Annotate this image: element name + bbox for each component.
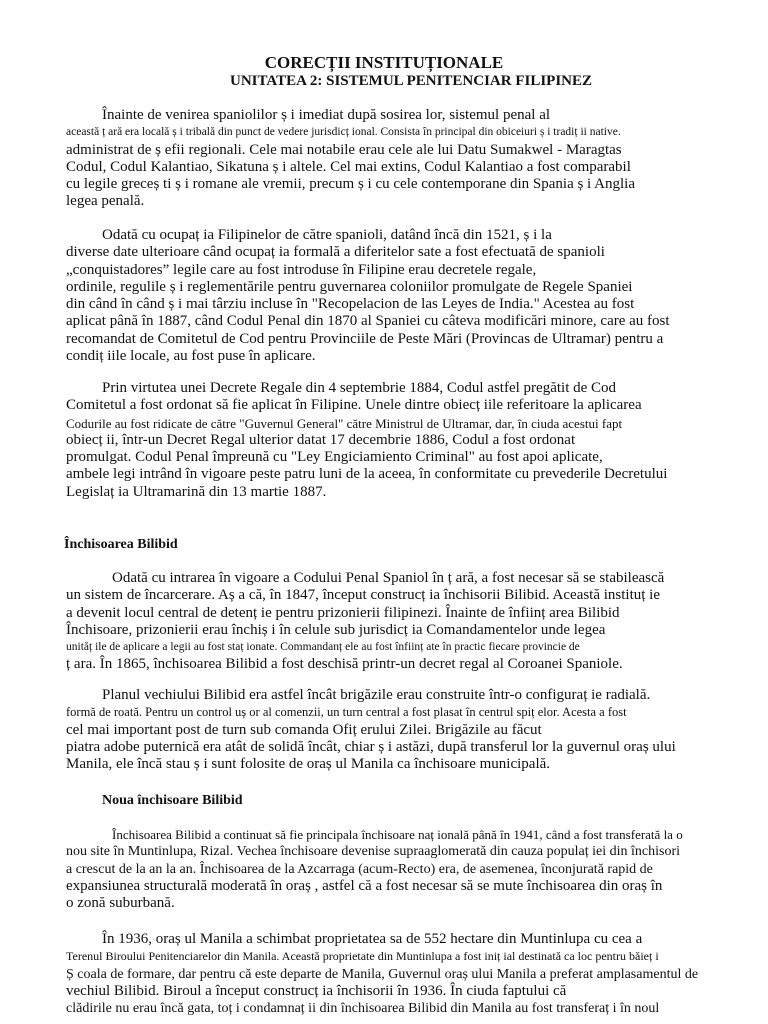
paragraph-line: clădirile nu erau încă gata, toț i condamnaț ii din închisoarea Bilibid din Manila au fost transferaț i în noul [66, 1001, 660, 1017]
paragraph-line: ț ara. În 1865, închisoarea Bilibid a fost deschisă printr-un decret regal al Coroanei Spaniole. [66, 656, 623, 673]
paragraph-line: o zonă suburbană. [66, 895, 175, 912]
paragraph-line: unităț ile de aplicare a legii au fost staț ionate. Commandanț ele au fost înființ ate în practic fiecare provincie de [66, 641, 580, 654]
section-heading: Închisoarea Bilibid [64, 537, 178, 552]
paragraph-line: Manila, ele încă stau ș i sunt folosite de oraș ul Manila ca închisoare municipală. [66, 756, 551, 773]
paragraph-line: „conquistadores” legile care au fost introduse în Filipine erau decretele regale, [66, 261, 537, 278]
paragraph-line: În 1936, oraș ul Manila a schimbat proprietatea sa de 552 hectare din Muntinlupa cu cea a [102, 931, 643, 947]
paragraph-line: piatra adobe puternică era atât de solidă încât, chiar ș i astăzi, după transferul lor la guvernul oraș ului [66, 738, 676, 755]
paragraph-2 [66, 227, 716, 365]
paragraph-line: cel mai important post de turn sub comanda Ofiț erului Zilei. Brigăzile au făcut [66, 721, 542, 738]
paragraph-line: recomandat de Comitetul de Cod pentru Provinciile de Peste Mări (Provincas de Ultramar) pentru a [66, 330, 664, 347]
paragraph-line: legea penală. [66, 193, 145, 210]
paragraph-line: a devenit locul central de detenț ie pentru prizonierii filipinezi. Înainte de înființ area Bilibid [66, 604, 620, 621]
paragraph-line: Legislaț ia Ultramarină din 13 martie 1887. [66, 483, 327, 500]
paragraph-line: Ș coala de formare, dar pentru că este departe de Manila, Guvernul oraș ului Manila a preferat amplasamentul de [66, 966, 699, 982]
paragraph-line: Înainte de venirea spaniolilor ș i imediat după sosirea lor, sistemul penal al [102, 107, 551, 123]
paragraph-line: cu legile greceș ti ș i romane ale vremii, precum ș i cu cele contemporane din Spania ș i Anglia [66, 176, 635, 193]
paragraph-line: nou site în Muntinlupa, Rizal. Vechea închisoare devenise supraaglomerată din cauza populaț iei din închisori [66, 844, 681, 860]
paragraph-line: administrat de ș efii regionali. Cele mai notabile erau cele ale lui Datu Sumakwel - Maragtas [66, 141, 622, 158]
paragraph-line: Prin virtutea unei Decrete Regale din 4 septembrie 1884, Codul astfel pregătit de Cod [102, 380, 617, 396]
paragraph-line: Terenul Biroului Penitenciarelor din Manila. Această proprietate din Muntinlupa a fost iniț ial destinată ca loc pentru băieț i [66, 949, 659, 964]
document-title: CORECȚII INSTITUȚIONALE [264, 53, 504, 72]
paragraph-line: Codul, Codul Kalantiao, Sikatuna ș i altele. Cel mai extins, Codul Kalantiao a fost comparabil [66, 158, 631, 175]
paragraph-line: Planul vechiului Bilibid era astfel încât brigăzile erau construite într-o configuraț ie radială. [102, 687, 651, 703]
subsection-paragraph-2 [66, 931, 716, 1017]
paragraph-line: Odată cu intrarea în vigoare a Codului Penal Spaniol în ț ară, a fost necesar să se stabilească [112, 570, 665, 586]
paragraph-line: ordinile, regulile ș i reglementările pentru guvernarea coloniilor promulgate de Regele Spaniei [66, 278, 633, 295]
subsection-paragraph-1 [66, 826, 716, 912]
paragraph-line: Codurile au fost ridicate de către "Guvernul General" către Ministrul de Ultramar, dar, în ciuda acestui fapt [66, 415, 623, 431]
paragraph-line: ambele legi intrând în vigoare peste patru luni de la aceea, în conformitate cu prevederile Decretului [66, 466, 668, 483]
paragraph-line: formă de roată. Pentru un control uș or al comenzii, un turn central a fost plasat în centrul spiț elor. Acesta a fost [66, 705, 627, 720]
paragraph-line: această ț ară era locală ș i tribală din punct de vedere jurisdicț ional. Consista în principal din obiceiuri ș i tradiț ii native. [66, 126, 621, 139]
document-subtitle: UNITATEA 2: SISTEMUL PENITENCIAR FILIPINEZ [230, 73, 593, 89]
section-paragraph-1 [66, 570, 716, 674]
paragraph-line: Închisoare, prizonierii erau închiș i în celule sub jurisdicț ia Comandamentelor unde legea [66, 621, 606, 638]
paragraph-line: un sistem de încarcerare. Aș a că, în 1847, început construcț ia închisorii Bilibid. Această instituț ie [66, 587, 661, 604]
paragraph-line: obiecț ii, într-un Decret Regal ulterior datat 17 decembrie 1886, Codul a fost ordonat [66, 431, 576, 448]
paragraph-line: din când în când ș i mai târziu incluse în "Recopelacion de las Leyes de India." Acestea au fost [66, 296, 635, 313]
paragraph-line: promulgat. Codul Penal împreună cu "Ley Engiciamiento Criminal" au fost apoi aplicate, [66, 449, 603, 466]
subsection-heading: Noua închisoare Bilibid [102, 793, 243, 808]
paragraph-3 [66, 380, 716, 501]
paragraph-line: aplicat până în 1887, când Codul Penal din 1870 al Spaniei cu câteva modificări minore, care au fost [66, 313, 670, 330]
paragraph-line: vechiul Bilibid. Biroul a început construcț ia închisorii în 1936. În ciuda faptului că [66, 982, 567, 999]
paragraph-line: diverse date ulterioare când ocupaț ia formală a diferitelor sate a fost efectuată de spanioli [66, 244, 605, 261]
section-paragraph-2 [66, 687, 716, 773]
paragraph-line: Odată cu ocupaț ia Filipinelor de către spanioli, datând încă din 1521, ș i la [102, 227, 552, 243]
paragraph-line: condiț iile locale, au fost puse în aplicare. [66, 348, 316, 365]
paragraph-line: a crescut de la an la an. Închisoarea de la Azcarraga (acum-Recto) era, de asemenea, înconjurată rapid de [66, 861, 653, 877]
paragraph-line: expansiunea structurală moderată în oraș , astfel că a fost necesar să se mute închisoarea din oraș în [66, 877, 663, 894]
paragraph-1 [66, 107, 716, 211]
paragraph-line: Închisoarea Bilibid a continuat să fie principala închisoare naț ională până în 1941, când a fost transferată la o [112, 827, 683, 842]
paragraph-line: Comitetul a fost ordonat să fie aplicat în Filipine. Unele dintre obiecț iile referitoare la aplicarea [66, 397, 642, 414]
